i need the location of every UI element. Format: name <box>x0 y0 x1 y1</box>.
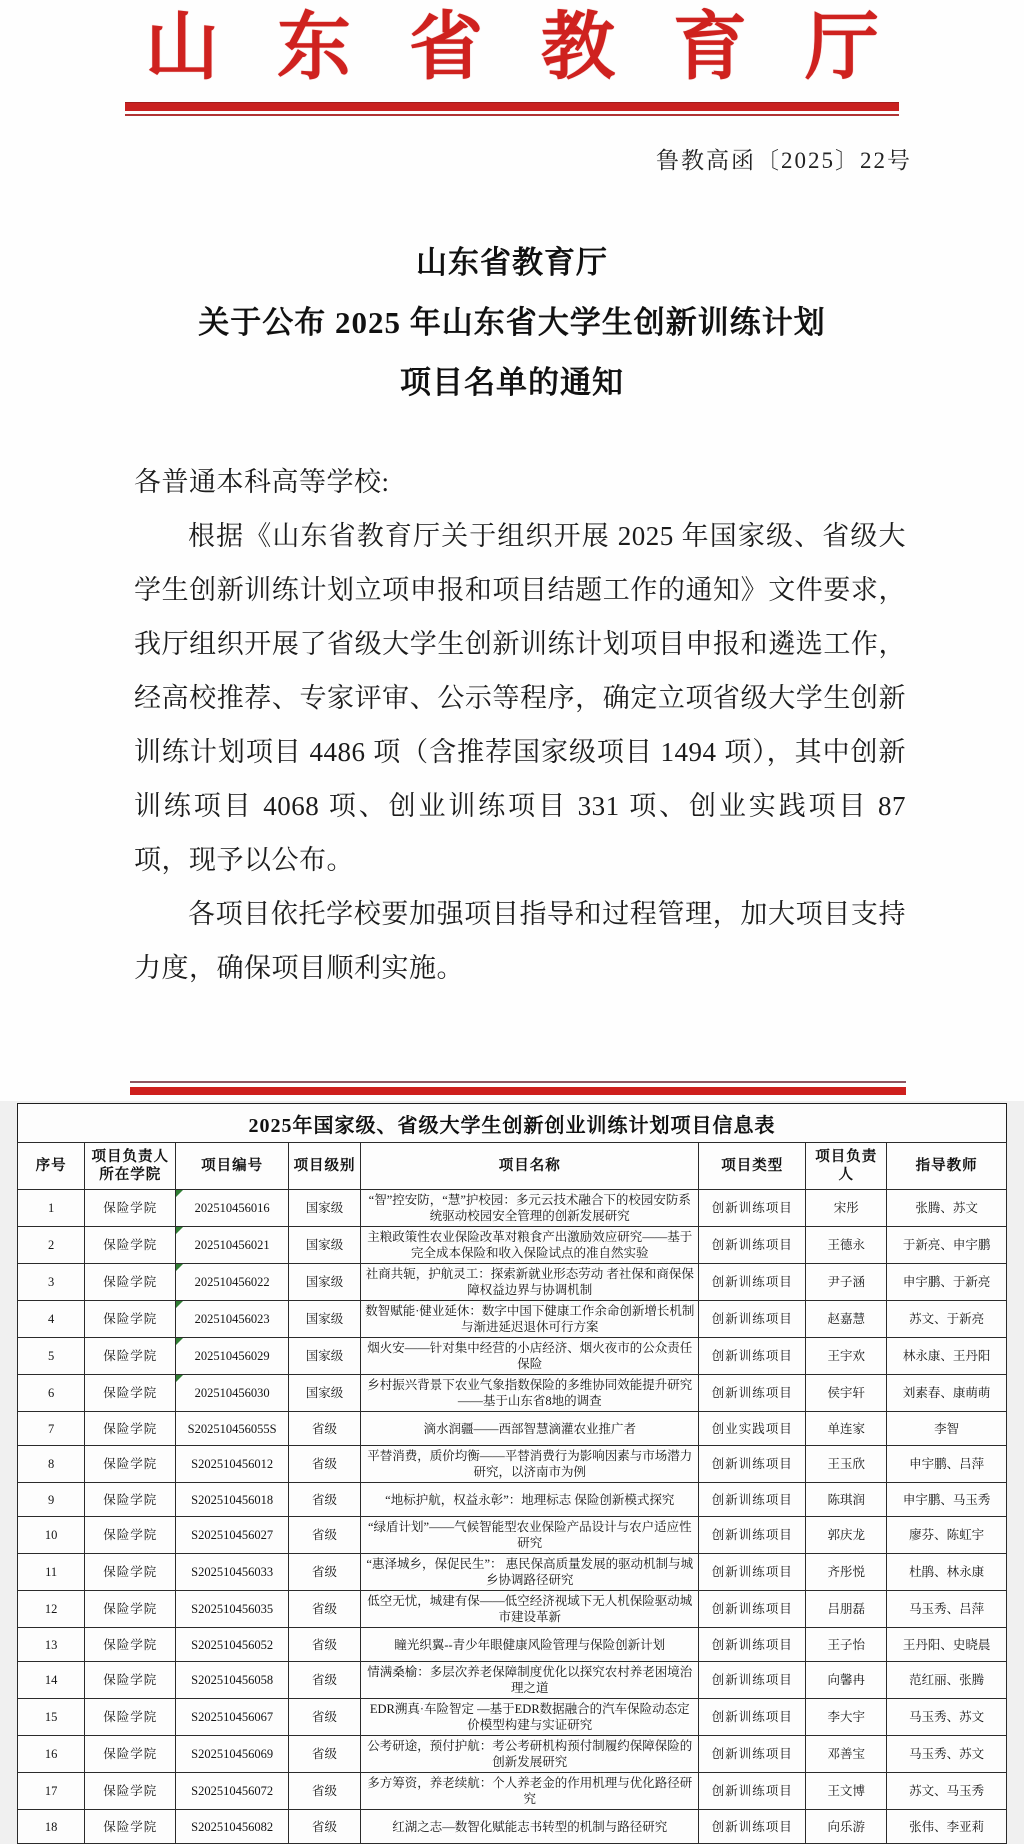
column-header-7: 指导教师 <box>887 1143 1007 1190</box>
cell-leader: 向馨冉 <box>806 1662 887 1699</box>
letterhead-divider-thin-line <box>125 114 899 116</box>
cell-type: 创新训练项目 <box>699 1446 806 1483</box>
cell-advisors: 申宇鹏、吕萍 <box>887 1446 1007 1483</box>
cell-leader: 邓善宝 <box>806 1736 887 1773</box>
body-paragraph-1: 根据《山东省教育厅关于组织开展 2025 年国家级、省级大学生创新训练计划立项申报和项目结题工作的通知》文件要求，我厅组织开展了省级大学生创新训练计划项目申报和遴选工作，经高校推荐、专家评审、公示等程序，确定立项省级大学生创新训练计划项目 4486 项（含推荐国家级项目 1494 项），其中创新训练项目 4068 项、创业训练项目 331 项、创业实践项目 87 项，现予以公布。 <box>134 521 906 876</box>
cell-name: 平替消费，质价均衡——平替消费行为影响因素与市场潜力研究，以济南市为例 <box>361 1446 699 1483</box>
project-info-table <box>17 1103 1007 1844</box>
cell-seq: 13 <box>18 1628 85 1662</box>
cell-level: 国家级 <box>288 1227 360 1264</box>
cell-name: 数智赋能·健业延休：数字中国下健康工作余命创新增长机制与渐进延迟退休可行方案 <box>361 1301 699 1338</box>
cell-name: 乡村振兴背景下农业气象指数保险的多维协同效能提升研究——基于山东省8地的调查 <box>361 1375 699 1412</box>
cell-type: 创新训练项目 <box>699 1628 806 1662</box>
cell-advisors: 李智 <box>887 1412 1007 1446</box>
cell-name: 社商共轭，护航灵工：探索新就业形态劳动 者社保和商保保障权益边界与协调机制 <box>361 1264 699 1301</box>
letterhead-divider <box>125 102 899 116</box>
cell-type: 创新训练项目 <box>699 1301 806 1338</box>
excel-corner-mark-icon <box>176 1301 183 1308</box>
cell-college: 保险学院 <box>85 1412 176 1446</box>
cell-leader: 侯宇轩 <box>806 1375 887 1412</box>
cell-code: 202510456029 <box>176 1338 289 1375</box>
cell-name: “智”控安防，“慧”护校园：多元云技术融合下的校园安防系统驱动校园安全管理的创新发展研究 <box>361 1190 699 1227</box>
cell-level: 省级 <box>288 1483 360 1517</box>
table-header-row <box>18 1143 1007 1190</box>
section-divider <box>130 1081 906 1095</box>
cell-level: 国家级 <box>288 1190 360 1227</box>
cell-level: 省级 <box>288 1591 360 1628</box>
cell-type: 创新训练项目 <box>699 1699 806 1736</box>
table-row <box>18 1375 1007 1412</box>
cell-college: 保险学院 <box>85 1446 176 1483</box>
cell-college: 保险学院 <box>85 1773 176 1810</box>
notice-title <box>0 233 1024 413</box>
table-row <box>18 1483 1007 1517</box>
cell-advisors: 苏文、马玉秀 <box>887 1773 1007 1810</box>
cell-level: 省级 <box>288 1699 360 1736</box>
section-divider-thick-line <box>130 1087 906 1095</box>
table-row <box>18 1628 1007 1662</box>
cell-type: 创新训练项目 <box>699 1591 806 1628</box>
column-header-0: 序号 <box>18 1143 85 1190</box>
table-row <box>18 1412 1007 1446</box>
cell-name: 低空无忧，城建有保——低空经济视域下无人机保险驱动城市建设革新 <box>361 1591 699 1628</box>
agency-title: 山东省教育厅 <box>145 7 937 89</box>
cell-leader: 郭庆龙 <box>806 1517 887 1554</box>
excel-corner-mark-icon <box>176 1190 183 1197</box>
cell-college: 保险学院 <box>85 1662 176 1699</box>
cell-code: S202510456027 <box>176 1517 289 1554</box>
cell-seq: 8 <box>18 1446 85 1483</box>
cell-seq: 11 <box>18 1554 85 1591</box>
table-row <box>18 1264 1007 1301</box>
cell-code: S202510456035 <box>176 1591 289 1628</box>
notice-title-line3: 项目名单的通知 <box>400 365 624 401</box>
cell-seq: 4 <box>18 1301 85 1338</box>
cell-type: 创新训练项目 <box>699 1736 806 1773</box>
cell-code: S202510456052 <box>176 1628 289 1662</box>
cell-college: 保险学院 <box>85 1810 176 1844</box>
table-row <box>18 1517 1007 1554</box>
table-row <box>18 1301 1007 1338</box>
cell-name: 公考研途，预付护航：考公考研机构预付制履约保障保险的创新发展研究 <box>361 1736 699 1773</box>
table-row <box>18 1190 1007 1227</box>
body-paragraph-2: 各项目依托学校要加强项目指导和过程管理，加大项目支持力度，确保项目顺利实施。 <box>134 899 906 984</box>
cell-type: 创业实践项目 <box>699 1412 806 1446</box>
table-row <box>18 1227 1007 1264</box>
cell-type: 创新训练项目 <box>699 1517 806 1554</box>
cell-name: 烟火安——针对集中经营的小店经济、烟火夜市的公众责任保险 <box>361 1338 699 1375</box>
cell-seq: 10 <box>18 1517 85 1554</box>
cell-advisors: 刘素春、康萌萌 <box>887 1375 1007 1412</box>
notice-title-line1: 山东省教育厅 <box>416 245 608 281</box>
cell-code: S202510456033 <box>176 1554 289 1591</box>
cell-seq: 3 <box>18 1264 85 1301</box>
column-header-6: 项目负责人 <box>806 1143 887 1190</box>
table-section <box>0 1101 1024 1844</box>
cell-leader: 王子怡 <box>806 1628 887 1662</box>
letterhead <box>0 0 1024 116</box>
cell-leader: 赵嘉慧 <box>806 1301 887 1338</box>
table-title: 2025年国家级、省级大学生创新创业训练计划项目信息表 <box>17 1103 1007 1142</box>
cell-leader: 陈琪润 <box>806 1483 887 1517</box>
cell-advisors: 马玉秀、吕萍 <box>887 1591 1007 1628</box>
cell-level: 国家级 <box>288 1338 360 1375</box>
cell-level: 省级 <box>288 1773 360 1810</box>
cell-level: 省级 <box>288 1412 360 1446</box>
cell-college: 保险学院 <box>85 1554 176 1591</box>
cell-college: 保险学院 <box>85 1699 176 1736</box>
cell-advisors: 申宇鹏、马玉秀 <box>887 1483 1007 1517</box>
cell-code: S202510456018 <box>176 1483 289 1517</box>
cell-name: “地标护航，权益永彰”：地理标志 保险创新模式探究 <box>361 1483 699 1517</box>
cell-seq: 1 <box>18 1190 85 1227</box>
cell-seq: 5 <box>18 1338 85 1375</box>
cell-seq: 15 <box>18 1699 85 1736</box>
cell-code: S202510456055S <box>176 1412 289 1446</box>
cell-advisors: 马玉秀、苏文 <box>887 1736 1007 1773</box>
cell-seq: 12 <box>18 1591 85 1628</box>
cell-type: 创新训练项目 <box>699 1810 806 1844</box>
column-header-5: 项目类型 <box>699 1143 806 1190</box>
cell-leader: 李大宇 <box>806 1699 887 1736</box>
cell-seq: 9 <box>18 1483 85 1517</box>
cell-level: 国家级 <box>288 1264 360 1301</box>
cell-level: 省级 <box>288 1810 360 1844</box>
cell-advisors: 苏文、于新亮 <box>887 1301 1007 1338</box>
cell-college: 保险学院 <box>85 1628 176 1662</box>
cell-name: 多方筹资，养老续航：个人养老金的作用机理与优化路径研究 <box>361 1773 699 1810</box>
table-row <box>18 1773 1007 1810</box>
cell-college: 保险学院 <box>85 1375 176 1412</box>
excel-corner-mark-icon <box>176 1227 183 1234</box>
notice-title-line2: 关于公布 2025 年山东省大学生创新训练计划 <box>198 305 826 341</box>
cell-level: 省级 <box>288 1517 360 1554</box>
excel-corner-mark-icon <box>176 1264 183 1271</box>
cell-code: 202510456021 <box>176 1227 289 1264</box>
cell-seq: 18 <box>18 1810 85 1844</box>
cell-code: S202510456058 <box>176 1662 289 1699</box>
cell-seq: 14 <box>18 1662 85 1699</box>
cell-leader: 王宇欢 <box>806 1338 887 1375</box>
cell-seq: 6 <box>18 1375 85 1412</box>
table-row <box>18 1554 1007 1591</box>
cell-college: 保险学院 <box>85 1301 176 1338</box>
cell-advisors: 张腾、苏文 <box>887 1190 1007 1227</box>
cell-leader: 王玉欣 <box>806 1446 887 1483</box>
cell-advisors: 马玉秀、苏文 <box>887 1699 1007 1736</box>
cell-seq: 17 <box>18 1773 85 1810</box>
cell-code: S202510456072 <box>176 1773 289 1810</box>
cell-leader: 单连家 <box>806 1412 887 1446</box>
cell-level: 省级 <box>288 1446 360 1483</box>
cell-leader: 尹子涵 <box>806 1264 887 1301</box>
cell-type: 创新训练项目 <box>699 1773 806 1810</box>
document-number: 鲁教高函〔2025〕22号 <box>656 148 912 174</box>
table-row <box>18 1810 1007 1844</box>
cell-type: 创新训练项目 <box>699 1554 806 1591</box>
cell-name: EDR溯真·车险智定 —基于EDR数据融合的汽车保险动态定价模型构建与实证研究 <box>361 1699 699 1736</box>
cell-seq: 7 <box>18 1412 85 1446</box>
cell-type: 创新训练项目 <box>699 1338 806 1375</box>
cell-level: 省级 <box>288 1662 360 1699</box>
cell-advisors: 杜鹃、林永康 <box>887 1554 1007 1591</box>
cell-type: 创新训练项目 <box>699 1227 806 1264</box>
table-row <box>18 1736 1007 1773</box>
cell-code: 202510456023 <box>176 1301 289 1338</box>
cell-code: S202510456067 <box>176 1699 289 1736</box>
table-row <box>18 1699 1007 1736</box>
cell-code: S202510456012 <box>176 1446 289 1483</box>
cell-leader: 吕朋磊 <box>806 1591 887 1628</box>
cell-name: “绿盾计划”——气候智能型农业保险产品设计与农户适应性研究 <box>361 1517 699 1554</box>
cell-college: 保险学院 <box>85 1591 176 1628</box>
salutation: 各普通本科高等学校: <box>134 467 390 498</box>
cell-college: 保险学院 <box>85 1736 176 1773</box>
column-header-4: 项目名称 <box>361 1143 699 1190</box>
cell-advisors: 廖芬、陈虹宇 <box>887 1517 1007 1554</box>
cell-type: 创新训练项目 <box>699 1190 806 1227</box>
cell-name: 情满桑榆：多层次养老保障制度优化以探究农村养老困境治理之道 <box>361 1662 699 1699</box>
column-header-3: 项目级别 <box>288 1143 360 1190</box>
cell-advisors: 王丹阳、史晓晨 <box>887 1628 1007 1662</box>
cell-level: 省级 <box>288 1736 360 1773</box>
notice-body <box>134 455 906 995</box>
cell-name: “惠泽城乡，保促民生”： 惠民保高质量发展的驱动机制与城乡协调路径研究 <box>361 1554 699 1591</box>
cell-leader: 王德永 <box>806 1227 887 1264</box>
cell-level: 国家级 <box>288 1375 360 1412</box>
table-row <box>18 1338 1007 1375</box>
cell-type: 创新训练项目 <box>699 1375 806 1412</box>
column-header-1: 项目负责人所在学院 <box>85 1143 176 1190</box>
letterhead-divider-thick-line <box>125 102 899 111</box>
cell-level: 国家级 <box>288 1301 360 1338</box>
cell-leader: 王文博 <box>806 1773 887 1810</box>
cell-college: 保险学院 <box>85 1338 176 1375</box>
column-header-2: 项目编号 <box>176 1143 289 1190</box>
cell-college: 保险学院 <box>85 1190 176 1227</box>
cell-name: 滴水润疆——西部智慧滴灌农业推广者 <box>361 1412 699 1446</box>
cell-code: 202510456030 <box>176 1375 289 1412</box>
cell-college: 保险学院 <box>85 1227 176 1264</box>
cell-advisors: 林永康、王丹阳 <box>887 1338 1007 1375</box>
cell-name: 瞳光织翼--青少年眼健康风险管理与保险创新计划 <box>361 1628 699 1662</box>
cell-advisors: 于新亮、申宇鹏 <box>887 1227 1007 1264</box>
cell-college: 保险学院 <box>85 1483 176 1517</box>
cell-code: S202510456082 <box>176 1810 289 1844</box>
cell-type: 创新训练项目 <box>699 1483 806 1517</box>
table-row <box>18 1446 1007 1483</box>
excel-corner-mark-icon <box>176 1338 183 1345</box>
table-row <box>18 1662 1007 1699</box>
cell-type: 创新训练项目 <box>699 1662 806 1699</box>
cell-name: 主粮政策性农业保险改革对粮食产出激励效应研究——基于完全成本保险和收入保险试点的准自然实验 <box>361 1227 699 1264</box>
cell-code: S202510456069 <box>176 1736 289 1773</box>
table-row <box>18 1591 1007 1628</box>
table-body <box>18 1190 1007 1844</box>
cell-seq: 16 <box>18 1736 85 1773</box>
cell-college: 保险学院 <box>85 1517 176 1554</box>
excel-corner-mark-icon <box>176 1375 183 1382</box>
cell-leader: 宋彤 <box>806 1190 887 1227</box>
cell-advisors: 范红丽、张腾 <box>887 1662 1007 1699</box>
cell-level: 省级 <box>288 1554 360 1591</box>
cell-leader: 齐彤悦 <box>806 1554 887 1591</box>
cell-advisors: 张伟、李亚莉 <box>887 1810 1007 1844</box>
cell-code: 202510456016 <box>176 1190 289 1227</box>
cell-level: 省级 <box>288 1628 360 1662</box>
cell-advisors: 申宇鹏、于新亮 <box>887 1264 1007 1301</box>
cell-name: 红湖之志—数智化赋能志书转型的机制与路径研究 <box>361 1810 699 1844</box>
cell-leader: 向乐游 <box>806 1810 887 1844</box>
cell-code: 202510456022 <box>176 1264 289 1301</box>
cell-type: 创新训练项目 <box>699 1264 806 1301</box>
cell-seq: 2 <box>18 1227 85 1264</box>
cell-college: 保险学院 <box>85 1264 176 1301</box>
